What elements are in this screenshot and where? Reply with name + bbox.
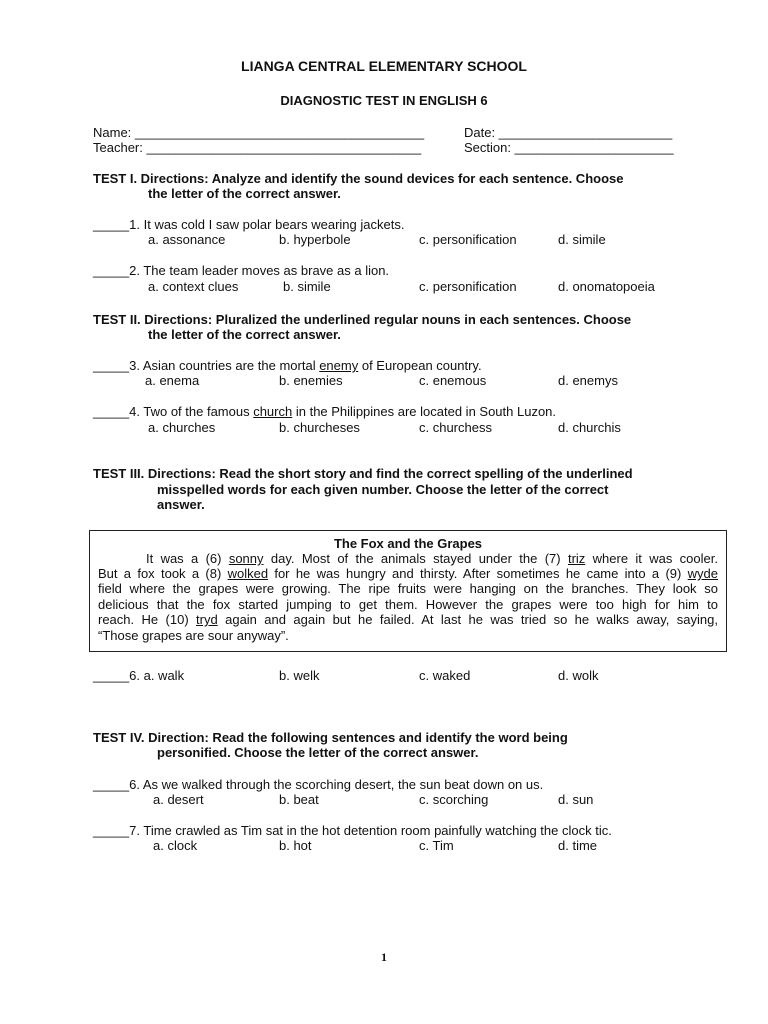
story-line-1 [146, 551, 718, 567]
question-6-stem-option-a[interactable]: _____6. a. walk [93, 668, 185, 683]
q6-option-c[interactable]: c. waked [419, 668, 471, 683]
story-text: again and again but he failed. At last he was tried so he walks away, saying, [217, 612, 719, 627]
q4-option-c[interactable]: c. churchess [419, 420, 492, 435]
q4-option-a[interactable]: a. churches [148, 420, 216, 435]
test3-directions-cont: misspelled words for each given number. Choose the letter of the correct [157, 482, 609, 497]
q3-option-b[interactable]: b. enemies [279, 373, 343, 388]
q6b-option-c[interactable]: c. scorching [419, 792, 489, 807]
q4-underlined-word: church [253, 404, 293, 419]
q6b-option-b[interactable]: b. beat [279, 792, 319, 807]
q1-option-b[interactable]: b. hyperbole [279, 232, 351, 247]
story-text: for he was hungry and thirsty. After sometimes he came into a (9) [268, 566, 688, 581]
misspelled-word-9: wyde [687, 566, 719, 581]
misspelled-word-10: tryd [196, 612, 218, 627]
q1-option-d[interactable]: d. simile [558, 232, 606, 247]
q3-underlined-word: enemy [319, 358, 359, 373]
q3-text-post: of European country. [358, 358, 482, 373]
q4-option-d[interactable]: d. churchis [558, 420, 621, 435]
question-6b-stem: _____6. As we walked through the scorching desert, the sun beat down on us. [93, 777, 544, 792]
story-text: where it was cooler. [585, 551, 718, 566]
q6b-option-a[interactable]: a. desert [153, 792, 204, 807]
story-text: It was a (6) [146, 551, 229, 566]
story-box [89, 530, 727, 652]
test4-directions: TEST IV. Direction: Read the following sentences and identify the word being [93, 730, 568, 745]
story-line-5 [98, 612, 718, 628]
test3-directions: TEST III. Directions: Read the short story and find the correct spelling of the underlined [93, 466, 633, 481]
misspelled-word-6: sonny [228, 551, 264, 566]
misspelled-word-7: triz [567, 551, 586, 566]
q2-option-a[interactable]: a. context clues [148, 279, 239, 294]
misspelled-word-8: wolked [227, 566, 269, 581]
q3-text-pre: _____3. Asian countries are the mortal [93, 358, 320, 373]
q6-option-d[interactable]: d. wolk [558, 668, 599, 683]
q6b-option-d[interactable]: d. sun [558, 792, 594, 807]
q1-option-c[interactable]: c. personification [419, 232, 517, 247]
question-4-stem [93, 404, 556, 420]
question-1-stem: _____1. It was cold I saw polar bears wearing jackets. [93, 217, 405, 232]
name-field[interactable]: Name: ________________________________________ [93, 125, 425, 140]
test1-directions: TEST I. Directions: Analyze and identify the sound devices for each sentence. Choose [93, 171, 624, 186]
test1-directions-cont: the letter of the correct answer. [148, 186, 341, 201]
q3-option-c[interactable]: c. enemous [419, 373, 487, 388]
section-field[interactable]: Section: ______________________ [464, 140, 674, 155]
question-2-stem: _____2. The team leader moves as brave as a lion. [93, 263, 390, 278]
question-3-stem [93, 358, 482, 374]
q7-option-b[interactable]: b. hot [279, 838, 312, 853]
q7-option-c[interactable]: c. Tim [419, 838, 454, 853]
story-line-2 [98, 566, 718, 582]
test2-directions: TEST II. Directions: Pluralized the underlined regular nouns in each sentences. Choose [93, 312, 632, 327]
story-line-6: “Those grapes are sour anyway”. [98, 628, 289, 643]
q7-option-a[interactable]: a. clock [153, 838, 198, 853]
q4-option-b[interactable]: b. churcheses [279, 420, 360, 435]
story-line-3: field where the grapes were growing. The ripe fruits were hanging on the branches. They look so [98, 581, 718, 596]
question-7-stem: _____7. Time crawled as Tim sat in the hot detention room painfully watching the clock tic. [93, 823, 612, 838]
school-name: LIANGA CENTRAL ELEMENTARY SCHOOL [241, 58, 527, 74]
story-line-4: delicious that the fox started jumping to get them. However the grapes were too high for him to [98, 597, 718, 612]
q3-option-a[interactable]: a. enema [145, 373, 200, 388]
test3-directions-cont2: answer. [157, 497, 205, 512]
page-number: 1 [381, 950, 387, 964]
test-title: DIAGNOSTIC TEST IN ENGLISH 6 [280, 93, 488, 108]
story-title: The Fox and the Grapes [333, 536, 483, 551]
q3-option-d[interactable]: d. enemys [558, 373, 618, 388]
story-text: reach. He (10) [98, 612, 197, 627]
date-field[interactable]: Date: ________________________ [464, 125, 673, 140]
q4-text-post: in the Philippines are located in South Luzon. [292, 404, 557, 419]
q1-option-a[interactable]: a. assonance [148, 232, 226, 247]
q2-option-b[interactable]: b. simile [283, 279, 331, 294]
story-text: day. Most of the animals stayed under the (7) [263, 551, 568, 566]
test2-directions-cont: the letter of the correct answer. [148, 327, 341, 342]
test4-directions-cont: personified. Choose the letter of the correct answer. [157, 745, 479, 760]
q2-option-c[interactable]: c. personification [419, 279, 517, 294]
q6-option-b[interactable]: b. welk [279, 668, 320, 683]
story-text: But a fox took a (8) [98, 566, 228, 581]
teacher-field[interactable]: Teacher: ______________________________________ [93, 140, 422, 155]
q4-text-pre: _____4. Two of the famous [93, 404, 254, 419]
q2-option-d[interactable]: d. onomatopoeia [558, 279, 655, 294]
q7-option-d[interactable]: d. time [558, 838, 598, 853]
